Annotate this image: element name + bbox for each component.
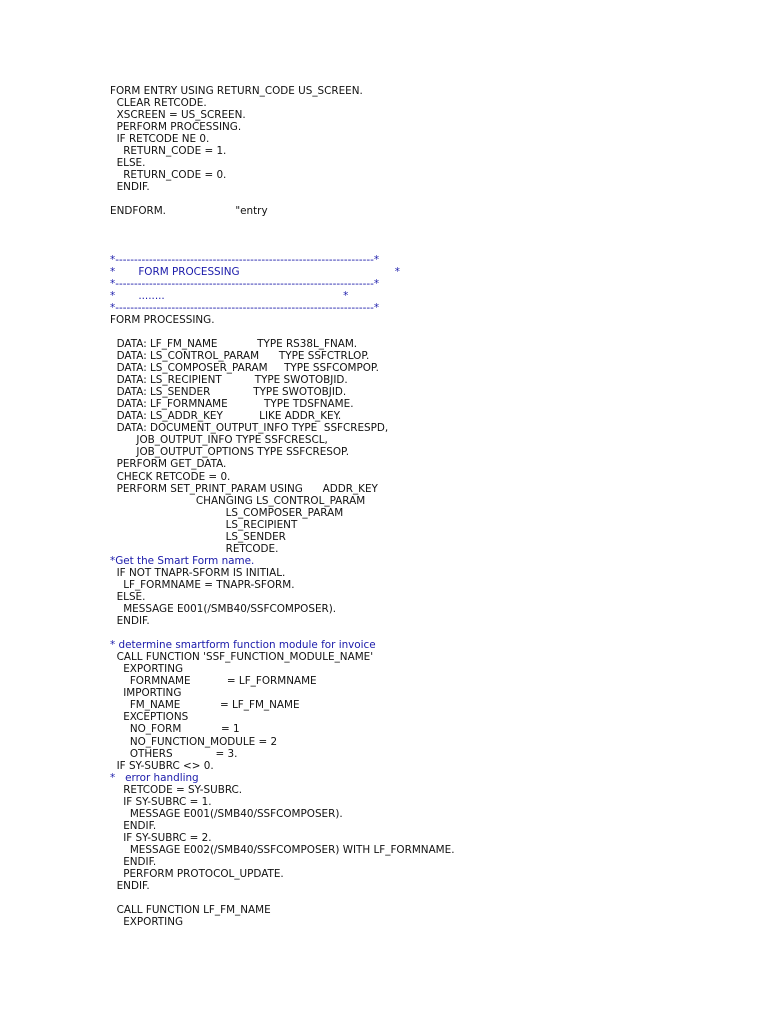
code-line: LF_FORMNAME = TNAPR-SFORM. — [110, 578, 295, 591]
code-line: CALL FUNCTION 'SSF_FUNCTION_MODULE_NAME' — [110, 651, 374, 664]
code-line: ENDIF. — [110, 856, 157, 868]
code-line: LS_SENDER — [110, 530, 286, 543]
code-line: DATA: LF_FORMNAME TYPE TDSFNAME. — [110, 398, 354, 411]
code-line: FORMNAME = LF_FORMNAME — [110, 675, 317, 688]
code-comment-line: *---------------------------------------------------------------------* — [110, 253, 380, 266]
code-line: IF SY-SUBRC = 2. — [110, 831, 212, 844]
blank-line — [110, 627, 455, 639]
code-line: EXCEPTIONS — [110, 711, 189, 724]
code-line: ELSE. — [110, 590, 146, 603]
code-line: PERFORM SET_PRINT_PARAM USING ADDR_KEY — [110, 482, 378, 495]
code-line: MESSAGE E002(/SMB40/SSFCOMPOSER) WITH LF_FORMNAME. — [110, 843, 455, 856]
code-line: DATA: LS_ADDR_KEY LIKE ADDR_KEY. — [110, 410, 342, 423]
code-line: OTHERS = 3. — [110, 747, 238, 760]
code-comment-line: *---------------------------------------------------------------------* — [110, 277, 380, 290]
code-line: EXPORTING — [110, 663, 184, 676]
code-line: DATA: DOCUMENT_OUTPUT_INFO TYPE SSFCRESPD, — [110, 422, 389, 435]
code-comment-line: * determine smartform function module for invoice — [110, 639, 376, 652]
code-line: PERFORM PROCESSING. — [110, 121, 242, 134]
code-line: ENDIF. — [110, 819, 157, 832]
code-line: DATA: LS_CONTROL_PARAM TYPE SSFCTRLOP. — [110, 350, 370, 363]
code-line: IF SY-SUBRC <> 0. — [110, 759, 214, 772]
code-line: DATA: LS_COMPOSER_PARAM TYPE SSFCOMPOP. — [110, 362, 379, 375]
code-line: FM_NAME = LF_FM_NAME — [110, 699, 300, 712]
code-line: FORM ENTRY USING RETURN_CODE US_SCREEN. — [110, 85, 363, 97]
code-line: XSCREEN = US_SCREEN. — [110, 109, 246, 122]
code-line: DATA: LF_FM_NAME TYPE RS38L_FNAM. — [110, 337, 358, 350]
code-comment-line: * FORM PROCESSING * — [110, 265, 400, 278]
code-line: FORM PROCESSING. — [110, 313, 215, 326]
code-line: MESSAGE E001(/SMB40/SSFCOMPOSER). — [110, 603, 337, 616]
code-comment-line: * error handling — [110, 771, 199, 784]
code-line: CHANGING LS_CONTROL_PARAM — [110, 494, 366, 507]
code-line: LS_COMPOSER_PARAM — [110, 506, 344, 519]
code-line: IF NOT TNAPR-SFORM IS INITIAL. — [110, 566, 286, 579]
code-line: CHECK RETCODE = 0. — [110, 470, 231, 483]
code-line: NO_FUNCTION_MODULE = 2 — [110, 735, 278, 748]
code-comment-line: * ........ * — [110, 289, 349, 302]
blank-line — [110, 230, 455, 242]
code-line: RETURN_CODE = 0. — [110, 169, 227, 182]
code-line: RETCODE = SY-SUBRC. — [110, 783, 243, 796]
code-line: LS_RECIPIENT — [110, 518, 298, 531]
blank-line — [110, 218, 455, 230]
code-line: PERFORM GET_DATA. — [110, 458, 227, 471]
code-line: CALL FUNCTION LF_FM_NAME — [110, 904, 271, 917]
code-comment-line: *---------------------------------------------------------------------* — [110, 301, 380, 314]
code-line: ENDIF. — [110, 615, 150, 628]
code-line: ENDIF. — [110, 880, 150, 893]
code-line: JOB_OUTPUT_OPTIONS TYPE SSFCRESOP. — [110, 446, 349, 459]
code-comment-line: *Get the Smart Form name. — [110, 554, 255, 567]
code-line: RETURN_CODE = 1. — [110, 145, 227, 158]
code-line: MESSAGE E001(/SMB40/SSFCOMPOSER). — [110, 807, 343, 820]
code-line: EXPORTING — [110, 916, 184, 929]
code-line: ENDIF. — [110, 181, 150, 194]
code-line: CLEAR RETCODE. — [110, 97, 207, 110]
blank-line — [110, 326, 455, 338]
code-line: RETCODE. — [110, 542, 279, 555]
blank-line — [110, 193, 455, 205]
code-line: ENDFORM. "entry — [110, 205, 268, 218]
code-line: DATA: LS_RECIPIENT TYPE SWOTOBJID. — [110, 374, 348, 387]
code-line: IF RETCODE NE 0. — [110, 133, 210, 146]
code-line: DATA: LS_SENDER TYPE SWOTOBJID. — [110, 386, 347, 399]
code-line: PERFORM PROTOCOL_UPDATE. — [110, 868, 284, 881]
code-line: ELSE. — [110, 157, 146, 170]
blank-line — [110, 892, 455, 904]
code-line: IMPORTING — [110, 687, 182, 700]
code-line: IF SY-SUBRC = 1. — [110, 795, 212, 808]
code-line: JOB_OUTPUT_INFO TYPE SSFCRESCL, — [110, 434, 328, 447]
abap-code-listing — [110, 85, 455, 928]
code-line: NO_FORM = 1 — [110, 723, 240, 736]
blank-line — [110, 242, 455, 254]
